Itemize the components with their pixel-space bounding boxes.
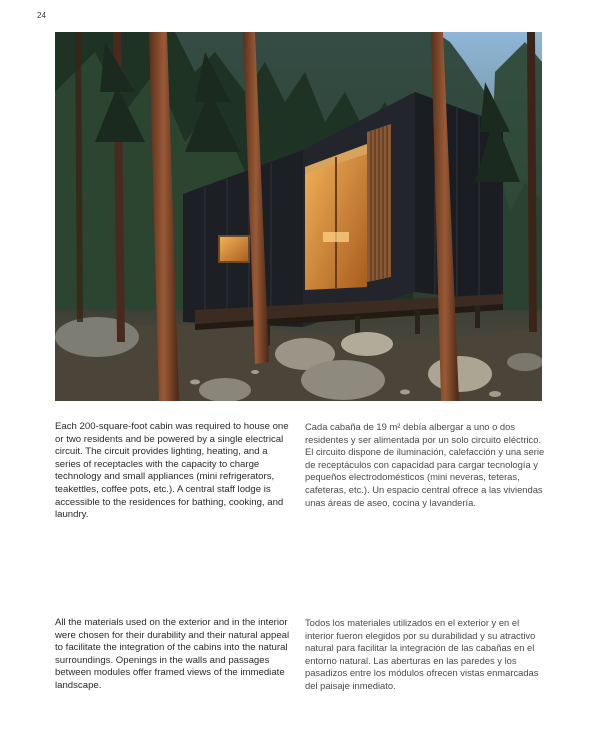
cabin-photo	[55, 32, 542, 401]
english-paragraph-2: All the materials used on the exterior and in the interior were chosen for their durability and their natural appeal to facilitate the integration of the cabins into the natural surroundings. Openings in the walls and passages between modules offer framed views of the immediate landscape.	[55, 617, 290, 691]
spanish-paragraph-2: Todos los materiales utilizados en el exterior y en el interior fueron elegidos por su durabilidad y su atractivo natural para facilitar la integración de las cabañas en el entorno natural. Las aberturas en las paredes y los pasadizos entre los módulos ofrecen vistas enmarcadas del paisaje inmediato.	[305, 617, 539, 691]
spanish-paragraph-1: Cada cabaña de 19 m² debía albergar a uno o dos residentes y ser alimentada por un solo circuito eléctrico. El circuito dispone de iluminación, calefacción y una serie de receptáculos con capacidad para cargar tecnología y pequeños electrodomésticos (mini neveras, teteras, cafeteras, etc.). Un espacio central ofrece a las viviendas unas áreas de aseo, cocina y lavandería.	[305, 421, 545, 508]
page-number: 24	[37, 11, 46, 20]
english-paragraph-1: Each 200-square-foot cabin was required to house one or two residents and be powered by a single electrical circuit. The circuit provides lighting, heating, and a series of receptacles with the capacity to charge technology and small appliances (mini refrigerators, teakettles, coffee pots, etc.). A central staff lodge is accessible to the residences for bathing, cooking, and laundry.	[55, 421, 289, 521]
